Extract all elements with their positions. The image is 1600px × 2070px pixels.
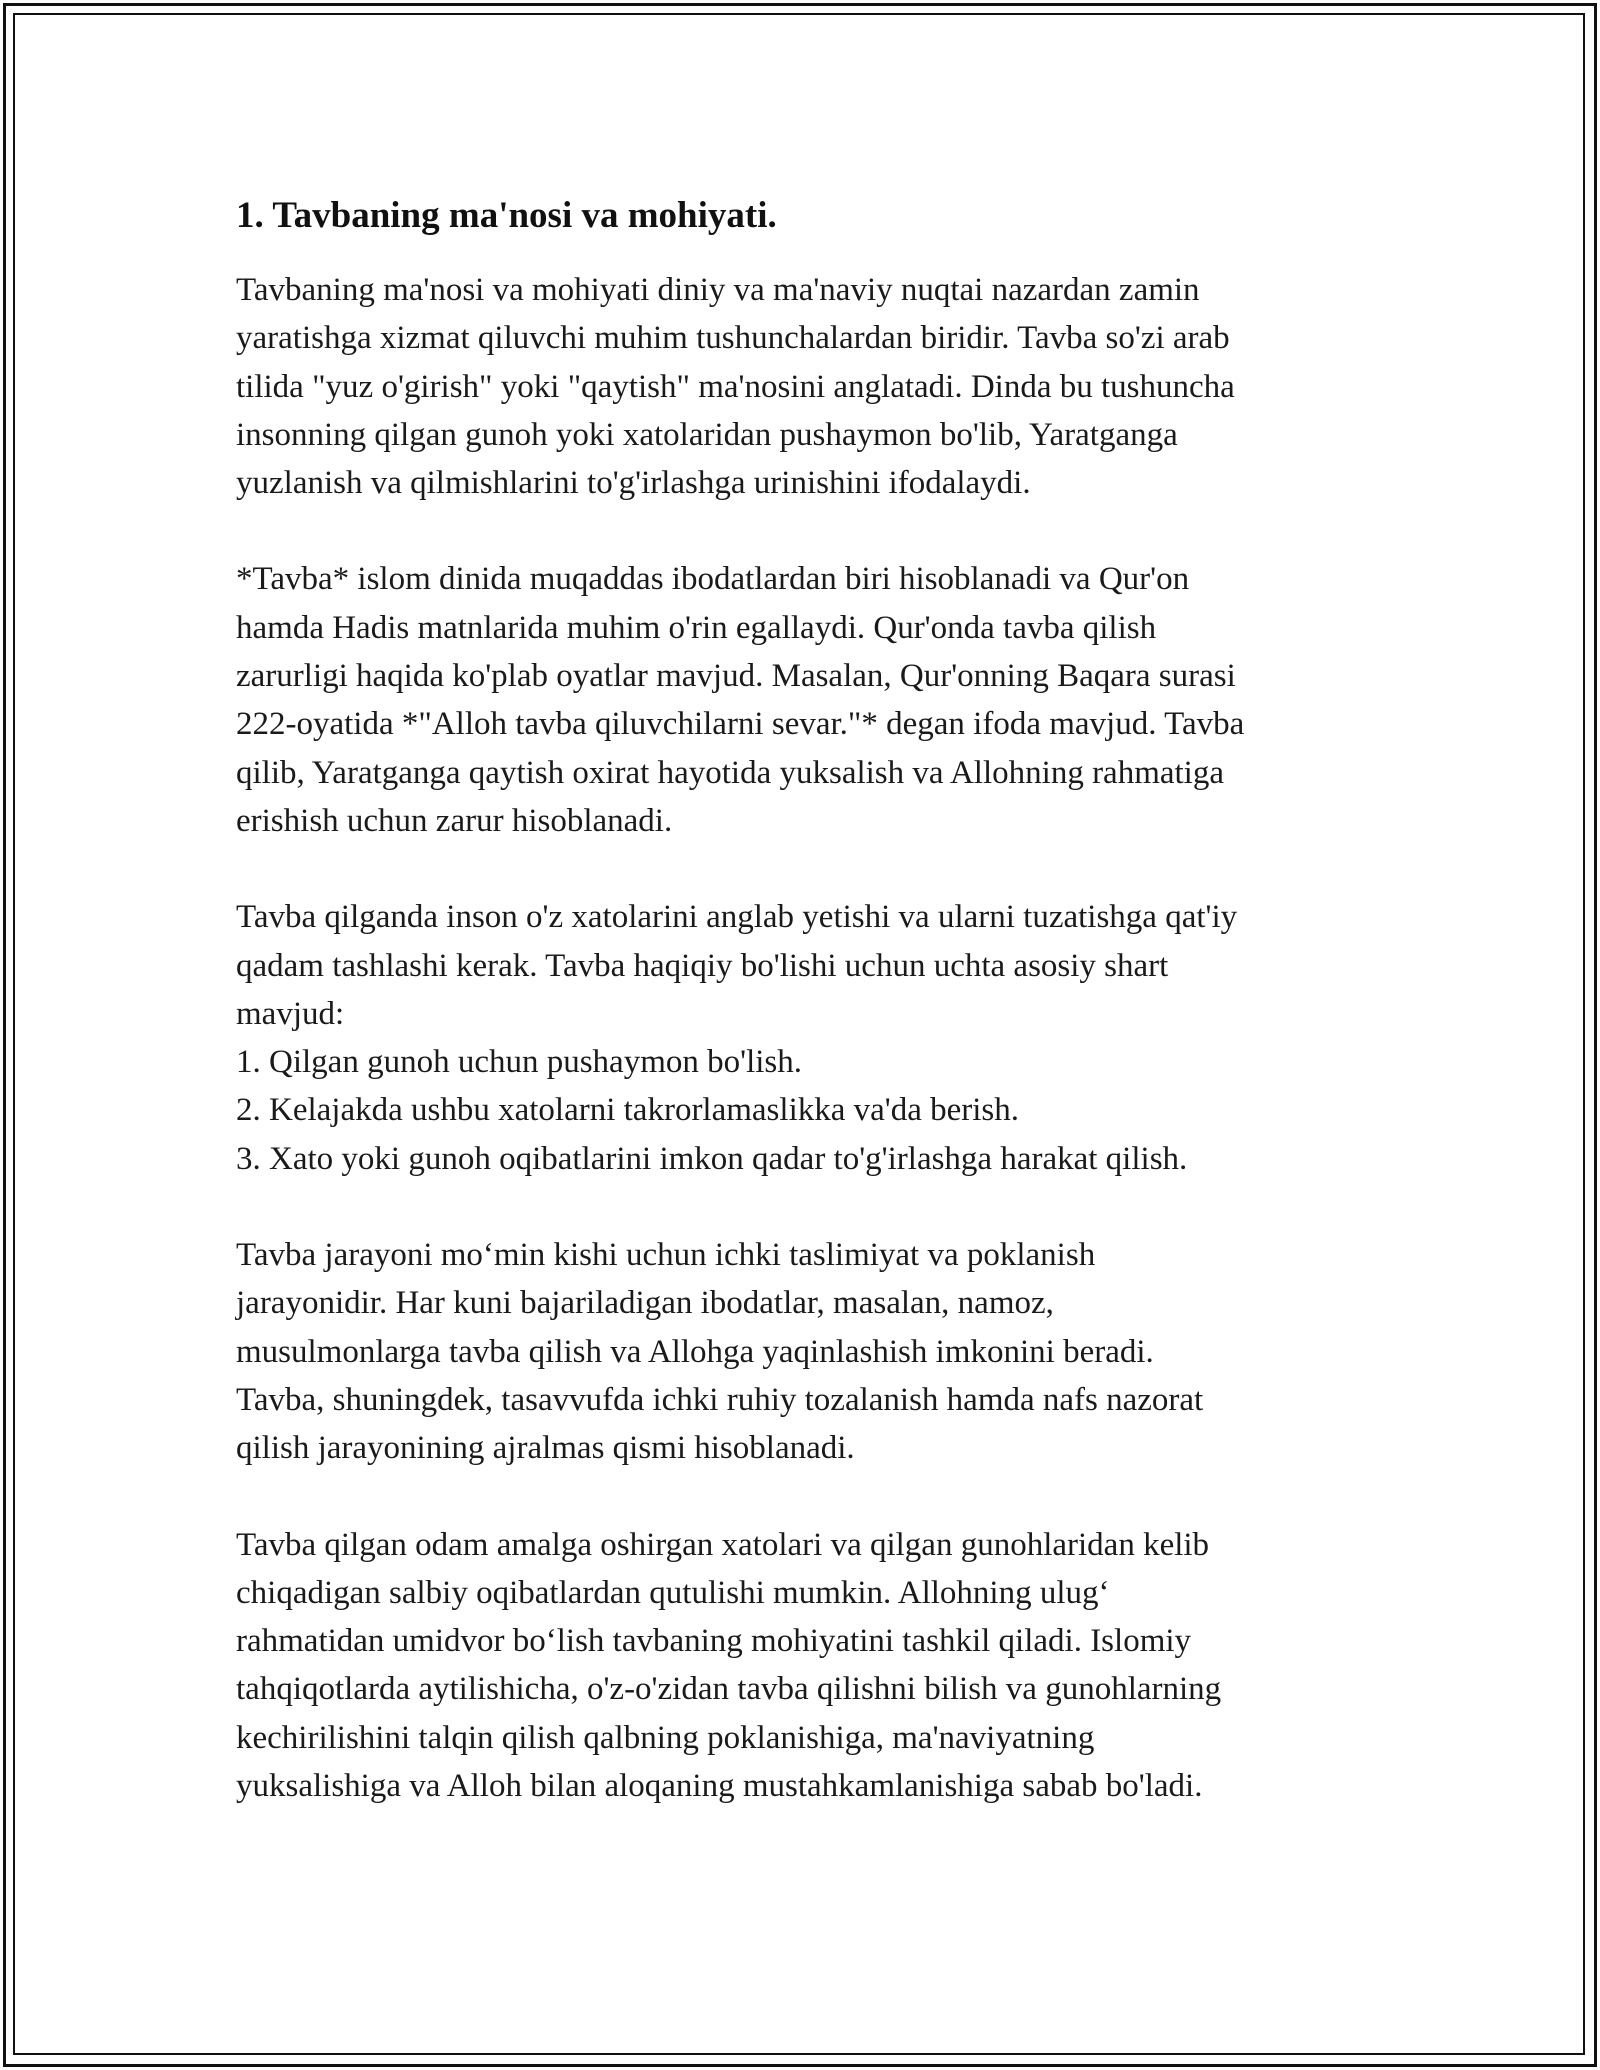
- paragraph-quran: *Tavba* islom dinida muqaddas ibodatlardan biri hisoblanadi va Qur'on hamda Hadis matnlarida muhim o'rin egallaydi. Qur'onda tavba qilish zarurligi haqida ko'plab oyatlar mavjud. Masalan, Qur'onning Baqara surasi 222-oyatida *"Alloh tavba qiluvchilarni sevar."* degan ifoda mavjud. Tavba qilib, Yaratganga qaytish oxirat hayotida yuksalish va Allohning rahmatiga erishish uchun zarur hisoblanadi.: [236, 561, 1245, 839]
- document-body: [236, 186, 1416, 1858]
- paragraph-process: Tavba jarayoni mo‘min kishi uchun ichki taslimiyat va poklanish jarayonidir. Har kuni bajariladigan ibodatlar, masalan, namoz, musulmonlarga tavba qilish va Allohga yaqinlashish imkonini beradi. Tavba, shuningdek, tasavvufda ichki ruhiy tozalanish hamda nafs nazorat qilish jarayonining ajralmas qismi hisoblanadi.: [236, 1237, 1204, 1467]
- paragraph-conditions: Tavba qilganda inson o'z xatolarini anglab yetishi va ularni tuzatishga qat'iy qadam tashlashi kerak. Tavba haqiqiy bo'lishi uchun uchta asosiy shart mavjud: 1. Qilgan gunoh uchun pushaymon bo'lish. 2. Kelajakda ushbu xatolarni takrorlamaslikka va'da berish. 3. Xato yoki gunoh oqibatlarini imkon qadar to'g'irlashga harakat qilish.: [236, 899, 1238, 1177]
- paragraph-meaning: Tavbaning ma'nosi va mohiyati diniy va ma'naviy nuqtai nazardan zamin yaratishga xizmat qiluvchi muhim tushunchalardan biridir. Tavba so'zi arab tilida "yuz o'girish" yoki "qaytish" ma'nosini anglatadi. Dinda bu tushuncha insonning qilgan gunoh yoki xatolaridan pushaymon bo'lib, Yaratganga yuzlanish va qilmishlarini to'g'irlashga urinishini ifodalaydi.: [236, 272, 1235, 502]
- paragraph-mercy: Tavba qilgan odam amalga oshirgan xatolari va qilgan gunohlaridan kelib chiqadigan salbiy oqibatlardan qutulishi mumkin. Allohning ulug‘ rahmatidan umidvor bo‘lish tavbaning mohiyatini tashkil qiladi. Islomiy tahqiqotlarda aytilishicha, o'z-o'zidan tavba qilishni bilish va gunohlarning kechirilishini talqin qilish qalbning poklanishiga, ma'naviyatning yuksalishiga va Alloh bilan aloqaning mustahkamlanishiga sabab bo'ladi.: [236, 1526, 1222, 1805]
- section-heading: 1. Tavbaning ma'nosi va mohiyati.: [236, 195, 777, 236]
